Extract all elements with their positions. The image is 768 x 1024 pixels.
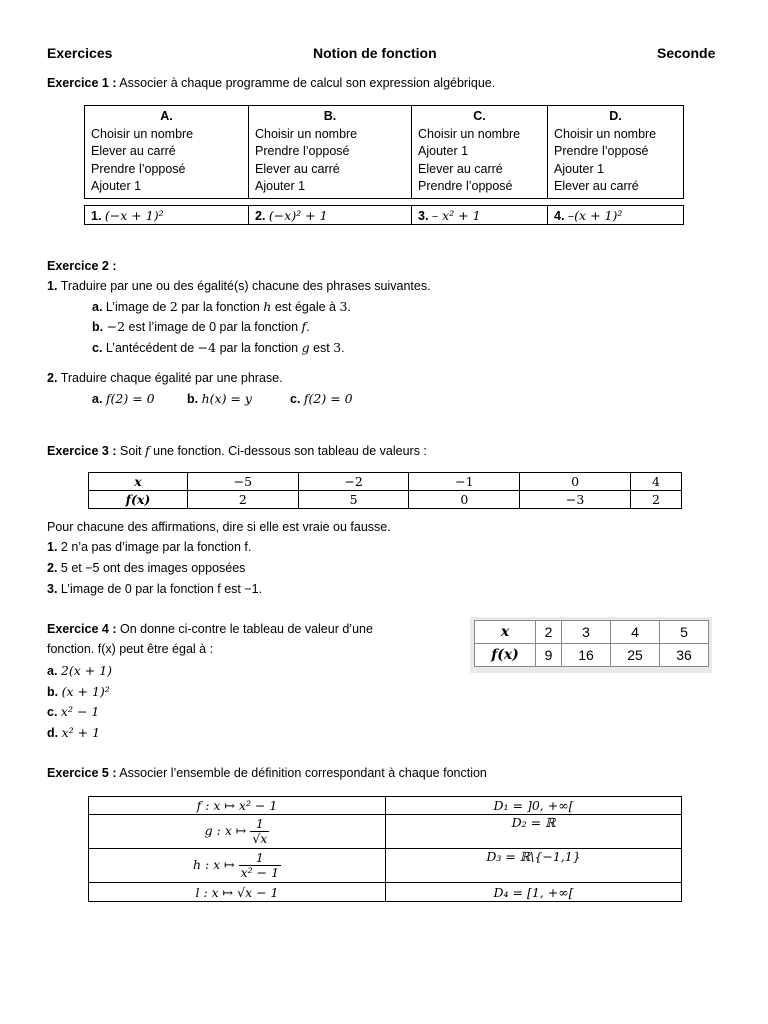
statement-num: 3. <box>47 582 58 596</box>
domain-cell <box>386 883 682 902</box>
program-title: D. <box>609 109 622 123</box>
expression-cell <box>85 206 249 225</box>
program-step: Elever au carré <box>554 179 639 193</box>
program-title: B. <box>323 109 337 123</box>
ex4-line2: fonction. f(x) peut être égal à : <box>47 642 214 656</box>
expression: – x² + 1 <box>431 207 481 223</box>
item-text: par la fonction <box>177 300 264 314</box>
q-num: 1. <box>47 279 58 293</box>
ex2-label: Exercice 2 : <box>47 259 117 273</box>
item-value: 3 <box>339 299 348 314</box>
item-text: . <box>341 341 345 355</box>
program-step: Prendre l’opposé <box>418 179 513 193</box>
ex3-values-table <box>88 472 682 509</box>
item-text: . <box>306 320 310 334</box>
item-value: 3 <box>333 340 342 355</box>
fraction <box>239 851 281 880</box>
program-step: Choisir un nombre <box>418 126 521 141</box>
item-value: 2 <box>169 299 178 314</box>
fx-value: 16 <box>562 644 611 667</box>
domain: D₄ = [1, +∞[ <box>493 884 574 900</box>
expression: –(x + 1)² <box>567 207 623 223</box>
item-text: est égale à <box>271 300 340 314</box>
q-text: Traduire chaque égalité par une phrase. <box>60 371 283 385</box>
fx-value: 9 <box>536 644 562 667</box>
domain: D₁ = ]0, +∞[ <box>493 798 574 813</box>
ex5-label: Exercice 5 : <box>47 766 117 780</box>
ex3-instruction <box>47 443 427 458</box>
fraction <box>250 817 269 846</box>
ex5-table <box>88 796 682 902</box>
function-rhs: √x − 1 <box>237 884 279 900</box>
ex2-item-a <box>92 299 351 314</box>
denominator: x² − 1 <box>240 865 280 880</box>
x-value: 5 <box>659 621 708 644</box>
option-num: b. <box>47 685 59 699</box>
eq-num: c. <box>290 392 301 406</box>
ex4-option-c <box>47 704 99 719</box>
item-text: par la fonction <box>216 341 302 355</box>
function-lhs: l : x ↦ <box>195 884 238 900</box>
ex2-item-b <box>92 319 310 334</box>
function-lhs: g : x ↦ <box>204 823 251 838</box>
program-step: Prendre l’opposé <box>255 144 350 158</box>
statement-text: L’image de 0 par la fonction f est −1. <box>60 582 263 596</box>
item-fn: f <box>301 319 307 334</box>
denominator: √x <box>252 831 268 846</box>
header-left: Exercices <box>47 45 113 61</box>
program-step: Ajouter 1 <box>255 179 306 193</box>
eq-num: b. <box>187 392 199 406</box>
fx-value: 2 <box>188 491 299 509</box>
ex4-option-d <box>47 725 100 740</box>
item-value: −4 <box>197 340 217 355</box>
ex4-values-table <box>474 620 709 667</box>
function-cell <box>89 815 386 849</box>
ex2-equality-b <box>187 391 252 406</box>
header-right: Seconde <box>657 45 716 61</box>
program-step: Prendre l’opposé <box>554 144 649 158</box>
function-rhs: x² − 1 <box>238 798 278 813</box>
x-value: 2 <box>536 621 562 644</box>
domain-cell <box>386 797 682 815</box>
program-step: Ajouter 1 <box>91 179 142 193</box>
ex2-q1 <box>47 279 431 293</box>
domain-cell <box>386 815 682 849</box>
option-num: d. <box>47 726 59 740</box>
ex2-q2 <box>47 371 283 385</box>
fx-value: 0 <box>409 491 520 509</box>
ex2-item-c <box>92 340 345 355</box>
x-value: −5 <box>188 473 299 491</box>
ex1-text: Associer à chaque programme de calcul son expression algébrique. <box>119 76 496 90</box>
ex3-text: Soit <box>119 444 145 458</box>
ex3-fn: f <box>145 443 150 458</box>
numerator: 1 <box>250 817 269 832</box>
program-step: Elever au carré <box>91 144 176 158</box>
statement-num: 2. <box>47 561 58 575</box>
ex4-option-a <box>47 663 112 678</box>
function-cell <box>89 849 386 883</box>
ex4-text: On donne ci-contre le tableau de valeur d’une <box>119 622 373 636</box>
fx-header: f(x) <box>89 491 188 509</box>
x-value: 4 <box>630 473 681 491</box>
q-text: Traduire par une ou des égalité(s) chacune des phrases suivantes. <box>60 279 431 293</box>
fx-value: 5 <box>298 491 409 509</box>
item-num: c. <box>92 341 103 355</box>
item-num: a. <box>92 300 103 314</box>
fx-value: 36 <box>659 644 708 667</box>
item-text: . <box>347 300 351 314</box>
item-text: L’image de <box>105 300 170 314</box>
expression: (−x)² + 1 <box>268 207 328 223</box>
program-step: Elever au carré <box>418 161 503 176</box>
domain: D₂ = ℝ <box>511 815 556 830</box>
item-text: est <box>309 341 334 355</box>
program-title: C. <box>473 109 486 123</box>
item-text: est l’image de 0 par la fonction <box>125 320 302 334</box>
eq-num: a. <box>92 392 103 406</box>
program-title: A. <box>160 109 173 123</box>
q-num: 2. <box>47 371 58 385</box>
option-expr: (x + 1)² <box>61 684 110 699</box>
program-a <box>85 106 249 199</box>
program-d <box>548 106 684 199</box>
statement-text: 2 n’a pas d’image par la fonction f. <box>60 540 252 554</box>
program-step: Choisir un nombre <box>554 126 657 141</box>
function-cell <box>89 797 386 815</box>
program-step: Choisir un nombre <box>91 126 194 141</box>
function-lhs: f : x ↦ <box>196 798 239 813</box>
statement-text: 5 et −5 ont des images opposées <box>60 561 246 575</box>
item-fn: g <box>301 340 310 355</box>
x-header: x <box>475 621 536 644</box>
expression-cell <box>412 206 548 225</box>
ex1-instruction <box>47 76 495 90</box>
ex5-instruction <box>47 766 487 780</box>
program-step: Choisir un nombre <box>255 126 358 141</box>
fx-value: 25 <box>610 644 659 667</box>
domain: D₃ = ℝ\{−1,1} <box>486 849 581 864</box>
expression-num: 3. <box>418 208 429 223</box>
fx-header: f(x) <box>475 644 536 667</box>
statement-num: 1. <box>47 540 58 554</box>
ex2-equality-c <box>290 391 353 406</box>
ex3-statement-1 <box>47 540 251 554</box>
program-step: Ajouter 1 <box>554 161 605 176</box>
function-lhs: h : x ↦ <box>192 857 239 872</box>
option-num: a. <box>47 664 58 678</box>
ex3-intro: Pour chacune des affirmations, dire si elle est vraie ou fausse. <box>47 520 391 534</box>
ex4-line1 <box>47 622 373 636</box>
expression-num: 4. <box>554 208 565 223</box>
expressions-table <box>84 205 684 225</box>
x-value: 0 <box>520 473 631 491</box>
fx-value: 2 <box>630 491 681 509</box>
ex1-label: Exercice 1 : <box>47 76 117 90</box>
ex2-equality-a <box>92 391 155 406</box>
ex3-statement-3 <box>47 582 262 596</box>
program-step: Prendre l’opposé <box>91 161 186 176</box>
function-cell <box>89 883 386 902</box>
x-header: x <box>89 473 188 491</box>
program-b <box>249 106 412 199</box>
ex5-text: Associer l’ensemble de définition correspondant à chaque fonction <box>119 766 487 780</box>
page-title: Notion de fonction <box>313 45 437 61</box>
ex4-option-b <box>47 684 110 699</box>
programs-table <box>84 105 684 199</box>
option-expr: 2(x + 1) <box>60 663 113 678</box>
expression: (−x + 1)² <box>104 207 164 223</box>
program-step: Elever au carré <box>255 161 340 176</box>
x-value: −1 <box>409 473 520 491</box>
expression-num: 2. <box>255 208 266 223</box>
eq-expr: f(2) = 0 <box>105 391 155 406</box>
program-step: Ajouter 1 <box>418 144 469 158</box>
option-expr: x² + 1 <box>61 725 101 740</box>
option-expr: x² − 1 <box>60 704 100 719</box>
expression-cell <box>548 206 684 225</box>
expression-cell <box>249 206 412 225</box>
item-text: L’antécédent de <box>105 341 198 355</box>
fx-value: −3 <box>520 491 631 509</box>
eq-expr: f(2) = 0 <box>303 391 353 406</box>
x-value: −2 <box>298 473 409 491</box>
domain-cell <box>386 849 682 883</box>
x-value: 3 <box>562 621 611 644</box>
program-c <box>412 106 548 199</box>
item-fn: h <box>263 299 272 314</box>
option-num: c. <box>47 705 58 719</box>
numerator: 1 <box>239 851 281 866</box>
x-value: 4 <box>610 621 659 644</box>
item-num: b. <box>92 320 104 334</box>
eq-expr: h(x) = y <box>201 391 252 406</box>
expression-num: 1. <box>91 208 102 223</box>
ex3-label: Exercice 3 : <box>47 444 117 458</box>
ex4-label: Exercice 4 : <box>47 622 117 636</box>
ex3-text: une fonction. Ci-dessous son tableau de valeurs : <box>149 444 427 458</box>
item-value: −2 <box>106 319 126 334</box>
ex3-statement-2 <box>47 561 245 575</box>
